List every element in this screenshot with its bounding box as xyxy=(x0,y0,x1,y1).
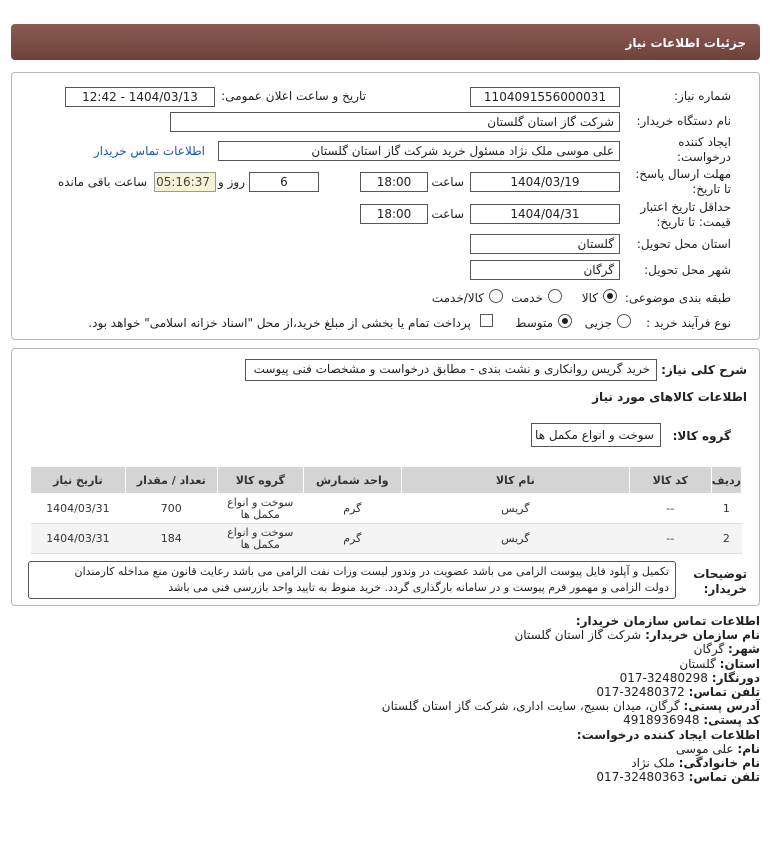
cell-name: گریس xyxy=(401,494,629,524)
cell-group: سوخت و انواع مکمل ها xyxy=(217,524,303,554)
buyer-address: گرگان، میدان بسیج، سایت اداری، شرکت گاز استان گلستان xyxy=(381,699,680,714)
category-goods-service-radio[interactable] xyxy=(489,289,503,303)
cell-code: -- xyxy=(629,524,711,554)
buyer-fax: 017-32480298 xyxy=(619,670,708,685)
buyer-province: گلستان xyxy=(679,656,716,671)
summary-label: شرح کلی نیاز: xyxy=(661,363,747,377)
creator-family: ملک نژاد xyxy=(631,756,675,771)
col-code: کد کالا xyxy=(629,467,711,494)
buyer-notes-line1: تکمیل و آپلود فایل پیوست الزامی می باشد عضویت در وندور لیست وزات نفت الزامی می باشد رعایت قانون منع مداخله کارمندان xyxy=(74,565,669,578)
buyer-org-name-label: نام سازمان خریدار: xyxy=(645,628,760,643)
items-table xyxy=(30,466,742,554)
col-name: نام کالا xyxy=(401,467,629,494)
buyer-province-label: استان: xyxy=(719,656,760,671)
process-partial-radio[interactable] xyxy=(617,314,631,328)
buyer-phone: 017-32480372 xyxy=(596,685,685,700)
need-details-panel xyxy=(11,72,760,340)
buyer-notes-line2: دولت الزامی و مهمور فرم پیوست و در سامانه بارگذاری گردد. خرید منوط به تایید واحد بازرسی فنی می باشد xyxy=(168,581,669,594)
buyer-notes-field xyxy=(28,561,676,599)
buyer-city-label: شهر: xyxy=(728,642,760,657)
col-group: گروه کالا xyxy=(217,467,303,494)
table-row xyxy=(31,494,742,524)
requester-label-line1: ایجاد کننده xyxy=(678,135,731,149)
col-date: تاریخ نیاز xyxy=(31,467,126,494)
remaining-time-field: 05:16:37 xyxy=(154,172,216,192)
price-validity-time-label: ساعت xyxy=(431,207,464,221)
buyer-address-label: آدرس پستی: xyxy=(683,699,760,714)
cell-name: گریس xyxy=(401,524,629,554)
process-medium-radio[interactable] xyxy=(558,314,572,328)
requester-label-line2: درخواست: xyxy=(677,150,731,164)
items-table-header xyxy=(31,467,742,494)
treasury-checkbox[interactable] xyxy=(480,314,493,327)
creator-phone: 017-32480363 xyxy=(596,770,685,785)
reply-deadline-time-label: ساعت xyxy=(431,175,464,189)
buyer-contact-link[interactable]: اطلاعات تماس خریدار xyxy=(93,144,205,158)
summary-field: خرید گریس روانکاری و نشت بندی - مطابق درخواست و مشخصات فنی پیوست xyxy=(245,359,657,381)
page-title: جزئیات اطلاعات نیاز xyxy=(625,36,746,50)
cell-code: -- xyxy=(629,494,711,524)
category-goods-service-label: کالا/خدمت xyxy=(431,291,484,305)
requester-field: علی موسی ملک نژاد مسئول خرید شرکت گاز استان گلستان xyxy=(218,141,620,161)
reply-deadline-label-line2: تا تاریخ: xyxy=(692,182,731,196)
announce-date-label: تاریخ و ساعت اعلان عمومی: xyxy=(221,89,366,103)
buyer-notes-label-line2: خریدار: xyxy=(703,582,747,596)
contact-section xyxy=(11,614,760,784)
price-validity-date-field: 1404/04/31 xyxy=(470,204,620,224)
buyer-org-field: شرکت گاز استان گلستان xyxy=(170,112,620,132)
delivery-city-field: گرگان xyxy=(470,260,620,280)
goods-group-field: سوخت و انواع مکمل ها xyxy=(531,423,661,447)
cell-group: سوخت و انواع مکمل ها xyxy=(217,494,303,524)
price-validity-label-line2: قیمت: تا تاریخ: xyxy=(656,215,731,229)
buyer-postal: 4918936948 xyxy=(623,713,700,728)
process-partial-label: جزیی xyxy=(584,316,612,330)
cell-qty: 700 xyxy=(125,494,217,524)
reply-days-field: 6 xyxy=(249,172,319,192)
category-label: طبقه بندی موضوعی: xyxy=(624,291,731,305)
col-row: ردیف xyxy=(711,467,741,494)
reply-deadline-label-line1: مهلت ارسال پاسخ: xyxy=(635,167,731,181)
creator-contact-title: اطلاعات ایجاد کننده درخواست: xyxy=(576,727,760,742)
creator-name-label: نام: xyxy=(737,741,760,756)
category-service-label: خدمت xyxy=(511,291,543,305)
goods-info-panel xyxy=(11,348,760,606)
buyer-postal-label: کد پستی: xyxy=(703,713,760,728)
creator-phone-label: تلفن تماس: xyxy=(688,770,760,785)
category-goods-label: کالا xyxy=(581,291,598,305)
price-validity-label-line1: حداقل تاریخ اعتبار xyxy=(640,200,731,214)
goods-group-label: گروه کالا: xyxy=(672,429,731,443)
cell-unit: گرم xyxy=(303,494,401,524)
remaining-time-label: ساعت باقی مانده xyxy=(57,175,147,189)
creator-name: علی موسی xyxy=(675,741,734,756)
treasury-note: پرداخت تمام یا بخشی از مبلغ خرید،از محل "اسناد خزانه اسلامی" خواهد بود. xyxy=(88,316,471,330)
buyer-phone-label: تلفن تماس: xyxy=(688,685,760,700)
buyer-notes-label-line1: توضیحات xyxy=(693,567,747,581)
col-unit: واحد شمارش xyxy=(303,467,401,494)
buyer-contact-title: اطلاعات تماس سازمان خریدار: xyxy=(575,614,760,628)
reply-deadline-time-field: 18:00 xyxy=(360,172,428,192)
creator-family-label: نام خانوادگی: xyxy=(678,756,760,771)
price-validity-time-field: 18:00 xyxy=(360,204,428,224)
col-qty: تعداد / مقدار xyxy=(125,467,217,494)
buyer-org-label: نام دستگاه خریدار: xyxy=(636,114,731,128)
buyer-city: گرگان xyxy=(693,642,725,657)
purchase-process-label: نوع فرآیند خرید : xyxy=(646,316,731,330)
need-number-label: شماره نیاز: xyxy=(674,89,731,103)
category-service-radio[interactable] xyxy=(548,289,562,303)
page-header xyxy=(11,24,760,60)
buyer-fax-label: دورنگار: xyxy=(711,670,760,685)
need-number-field: 1104091556000031 xyxy=(470,87,620,107)
cell-date: 1404/03/31 xyxy=(31,524,126,554)
reply-days-label: روز و xyxy=(218,175,245,189)
delivery-province-label: استان محل تحویل: xyxy=(636,237,731,251)
cell-row: 2 xyxy=(711,524,741,554)
reply-deadline-date-field: 1404/03/19 xyxy=(470,172,620,192)
delivery-city-label: شهر محل تحویل: xyxy=(644,263,731,277)
category-goods-radio[interactable] xyxy=(603,289,617,303)
cell-date: 1404/03/31 xyxy=(31,494,126,524)
delivery-province-field: گلستان xyxy=(470,234,620,254)
cell-unit: گرم xyxy=(303,524,401,554)
goods-info-title: اطلاعات کالاهای مورد نیاز xyxy=(592,390,747,404)
cell-row: 1 xyxy=(711,494,741,524)
cell-qty: 184 xyxy=(125,524,217,554)
announce-date-field: 1404/03/13 - 12:42 xyxy=(65,87,215,107)
process-medium-label: متوسط xyxy=(515,316,553,330)
table-row xyxy=(31,524,742,554)
buyer-org-name: شرکت گاز استان گلستان xyxy=(514,628,642,643)
